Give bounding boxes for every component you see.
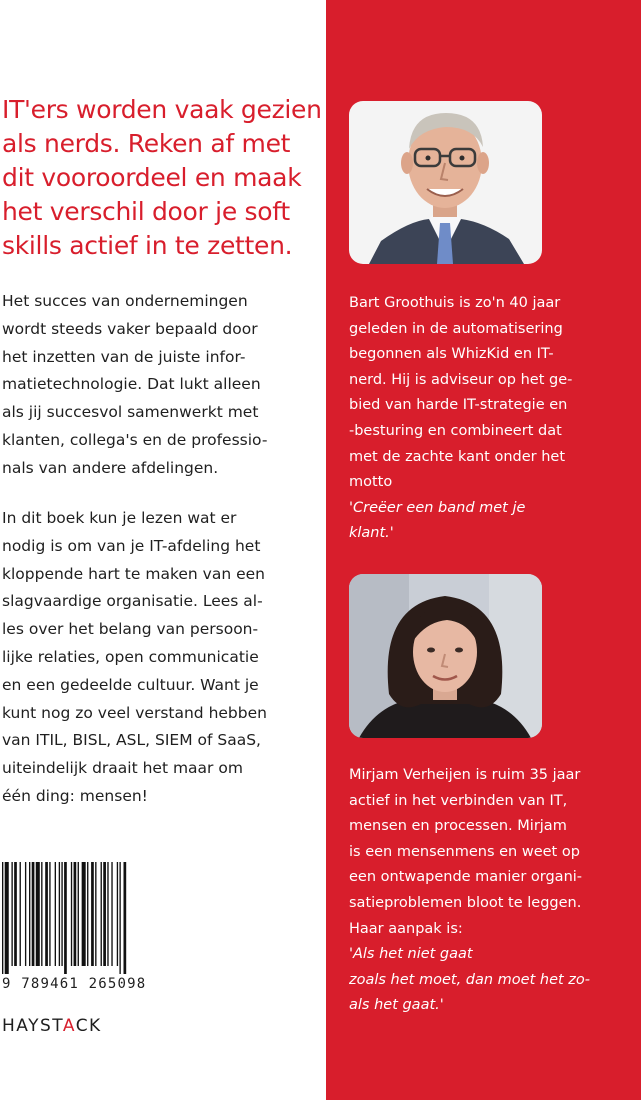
publisher-logo-text: CK — [75, 1016, 102, 1036]
paragraph-line: les over het belang van persoon- — [2, 620, 259, 639]
barcode-bar — [45, 862, 48, 966]
paragraph-line: slagvaardige organisatie. Lees al- — [2, 592, 263, 611]
bio-line: met de zachte kant onder het — [349, 448, 566, 465]
barcode-bar — [41, 862, 42, 966]
barcode-bar — [124, 862, 127, 974]
portrait-woman-illustration — [349, 574, 542, 738]
approach-quote: 'Als het niet gaat — [349, 946, 473, 963]
paragraph-line: klanten, collega's en de professio- — [2, 430, 268, 449]
bio-line: Mirjam Verheijen is ruim 35 jaar — [349, 767, 581, 783]
paragraph-line: als jij succesvol samenwerkt met — [2, 403, 259, 422]
paragraph-line: In dit boek kun je lezen wat er — [2, 509, 237, 527]
barcode-bar — [55, 862, 56, 966]
barcode-bar — [14, 862, 17, 966]
author-bio-bart — [349, 291, 641, 547]
publisher-logo-text: HAYST — [2, 1016, 63, 1036]
headline-line: het verschil door je soft — [2, 197, 290, 226]
barcode-bar — [82, 862, 86, 966]
motto-quote: 'Creëer een band met je — [349, 499, 526, 516]
bio-motto-line — [349, 470, 641, 521]
bio-line: bied van harde IT-strategie en — [349, 397, 568, 414]
bio-line: mensen en processen. Mirjam — [349, 818, 567, 835]
barcode-bar — [78, 862, 79, 966]
barcode-bar — [71, 862, 72, 966]
barcode-bar — [95, 862, 96, 966]
bio-line: begonnen als WhizKid en IT- — [349, 346, 554, 363]
barcode-bar — [103, 862, 106, 966]
bio-approach-line — [349, 917, 641, 968]
headline-line: IT'ers worden vaak gezien — [2, 95, 322, 124]
barcode-bar — [32, 862, 35, 966]
approach-prefix: Haar aanpak is: — [349, 920, 463, 937]
approach-quote-cont: zoals het moet, dan moet het zo- — [349, 971, 591, 988]
barcode-bar — [74, 862, 77, 966]
barcode-bar — [25, 862, 26, 966]
headline-line: als nerds. Reken af met — [2, 129, 291, 158]
blurb-paragraph-2 — [2, 505, 320, 811]
barcode-bar — [87, 862, 88, 966]
barcode-bar — [61, 862, 62, 966]
barcode-bar — [49, 862, 50, 966]
portrait-man-illustration — [349, 101, 542, 264]
barcode-bar — [2, 862, 3, 974]
bio-line: nerd. Hij is adviseur op het ge- — [349, 371, 573, 388]
paragraph-line: nals van andere afdelingen. — [2, 458, 219, 477]
motto-quote-end: klant.' — [349, 525, 394, 542]
motto-prefix: motto — [349, 474, 393, 491]
isbn-barcode — [2, 862, 174, 992]
author-photo-bart — [349, 101, 542, 264]
author-bio-mirjam — [349, 763, 641, 1019]
paragraph-line: Het succes van ondernemingen — [2, 292, 248, 310]
barcode-bar — [36, 862, 40, 966]
barcode-bar — [5, 862, 9, 974]
barcode-bar — [119, 862, 120, 974]
paragraph-line: nodig is om van je IT-afdeling het — [2, 536, 261, 555]
blurb-paragraph-1 — [2, 288, 320, 483]
bio-line: satieproblemen bloot te leggen. — [349, 894, 582, 911]
barcode-bar — [111, 862, 112, 966]
paragraph-line: en een gedeelde cultuur. Want je — [2, 675, 259, 694]
barcode-bar — [101, 862, 102, 966]
author-photo-mirjam — [349, 574, 542, 738]
paragraph-line: wordt steeds vaker bepaald door — [2, 319, 258, 338]
publisher-logo — [2, 1016, 102, 1036]
paragraph-line: matietechnologie. Dat lukt alleen — [2, 375, 261, 394]
headline-line: dit vooroordeel en maak — [2, 163, 302, 192]
barcode-bar — [20, 862, 21, 966]
paragraph-line: van ITIL, BISL, ASL, SIEM of SaaS, — [2, 731, 261, 750]
isbn-number: 9 789461 265098 — [2, 976, 147, 992]
barcode-bar — [11, 862, 12, 966]
bio-line: een ontwapende manier organi- — [349, 869, 583, 886]
bio-line: -besturing en combineert dat — [349, 422, 562, 439]
barcode-bar — [117, 862, 118, 966]
bio-line: geleden in de automatisering — [349, 320, 563, 337]
barcode-bar — [29, 862, 30, 966]
bio-line: Bart Groothuis is zo'n 40 jaar — [349, 295, 561, 311]
paragraph-line: kunt nog zo veel verstand hebben — [2, 703, 267, 722]
paragraph-line: lijke relaties, open communicatie — [2, 647, 259, 666]
bio-line: is een mensenmens en weet op — [349, 843, 580, 860]
paragraph-line: kloppende hart te maken van een — [2, 564, 265, 583]
approach-quote-end: als het gaat.' — [349, 997, 444, 1014]
paragraph-line: één ding: mensen! — [2, 786, 148, 805]
paragraph-line: het inzetten van de juiste infor- — [2, 347, 246, 366]
barcode-bar — [91, 862, 94, 966]
publisher-logo-accent: A — [62, 1016, 76, 1036]
barcode-bar — [59, 862, 60, 966]
headline-line: skills actief in te zetten. — [2, 231, 293, 260]
barcode-bar — [64, 862, 67, 974]
bio-line: actief in het verbinden van IT, — [349, 792, 568, 809]
paragraph-line: uiteindelijk draait het maar om — [2, 759, 243, 778]
headline — [2, 93, 320, 263]
barcode-bar — [107, 862, 108, 966]
barcode-bars — [2, 862, 174, 974]
